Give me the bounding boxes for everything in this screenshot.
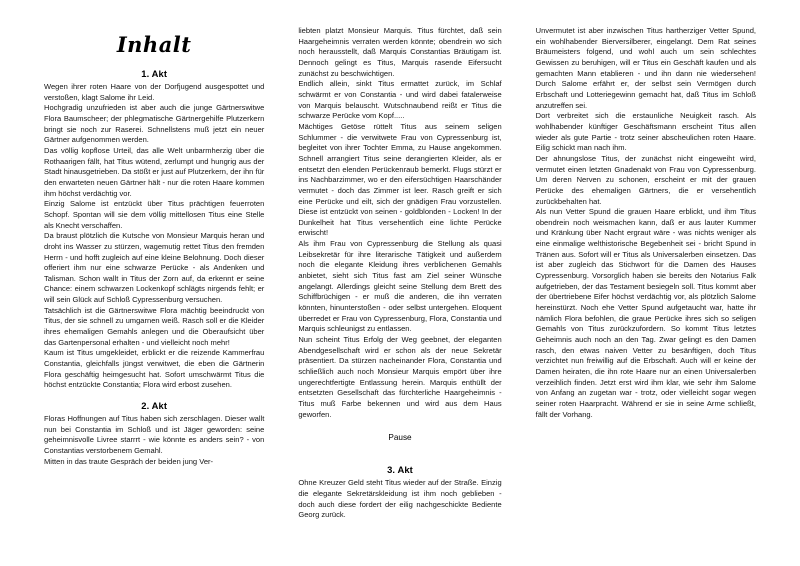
paragraph: Ohne Kreuzer Geld steht Titus wieder auf der Straße. Einzig die elegante Sekretärskleidung ist ihm noch geblieben - doch auch diese fordert der eilig nachgeschickte Bediente Georg zurück.	[298, 478, 502, 520]
paragraph: Endlich allein, sinkt Titus ermattet zurück, im Schlaf schwärmt er von Constantia - und wird dabei fatalerweise von Marquis belauscht. Wutschnaubend reißt er Titus die schwarze Perücke vom Kopf.....	[298, 79, 502, 121]
paragraph: Tatsächlich ist die Gärtnerswitwe Flora mächtig beeindruckt von Titus, der sie schnell zu umgarnen weiß. Rasch soll er die Kleider ihres ehemaligen Gemahls anlegen und die Oberaufsicht über das Gartenpersonal erhalten - und vielleicht noch mehr!	[44, 305, 265, 347]
text-column-2	[281, 26, 518, 552]
paragraph: Das völlig kopflose Urteil, das alle Welt unbarmherzig über die Rothaarigen fällt, hat Titus wütend, zerlumpt und hungrig aus der Stadt hinausgetrieben. Da stößt er just auf Plutzerkern, der ihn für den erwarteten neuen Gärtner hält - nur die roten Haare kommen ihm höchst verdächtig vor.	[44, 145, 265, 198]
paragraph: Mächtiges Getöse rüttelt Titus aus seinem seligen Schlummer - die verwitwete Frau von Cypressenburg ist, begleitet von ihrer Tochter Emma, zu Hause angekommen. Schnell arrangiert Titus seine derangierten Kleider, als er entsetzt den elenden Perückenraub bemerkt. Flugs stürzt er ins Nachbarzimmer, wo er den eifersüchtigen Haarschänder vermutet - doch das Zimmer ist leer. Rasch greift er sich eine Perücke und eilt, sich der gnädigen Frau vorzustellen. Diese ist entzückt von seinen - goldblonden - Locken! In der Dunkelheit hat Titus versehentlich eine lichte Perücke erwischt!	[298, 121, 502, 238]
pause-heading: Pause	[388, 433, 412, 443]
paragraph: Einzig Salome ist entzückt über Titus prächtigen feuerroten Schopf. Spontan will sie dem völlig mittellosen Titus eine Stelle als Knecht verschaffen.	[44, 199, 265, 230]
paragraph: Als ihm Frau von Cypressenburg die Stellung als quasi Leibsekretär für ihre literarische Tätigkeit und außerdem noch die elegante Kleidung ihres verblichenen Gemahls anbietet, sieht sich Titus fast am Ziel seiner Wünsche angelangt. Allerdings gleicht seine Stellung dem Brett des Schiffbrüchigen - er muß die anderen, die ihn verraten könnten, hinunterstoßen - oder selbst untergehen. Eloquent überredet er Frau von Cypressenburg, Flora, Constantia und Marquis schleunigst zu entlassen.	[298, 239, 502, 334]
act-heading-2: 2. Akt	[141, 400, 168, 412]
paragraph: liebten platzt Monsieur Marquis. Titus fürchtet, daß sein Haargeheimnis verraten werden könnte; obendrein wo sich noch herausstellt, daß Marquis Constantias Bräutigam ist. Dennoch gelingt es Titus, Marquis rasende Eifersucht zunächst zu beschwichtigen.	[298, 26, 502, 78]
paragraph: Wegen ihrer roten Haare von der Dorfjugend ausgespottet und verstoßen, klagt Salome ihr Leid.	[44, 82, 265, 102]
paragraph: Kaum ist Titus umgekleidet, erblickt er die reizende Kammerfrau Constantia, gleichfalls jüngst verwitwet, die eben die Gärtnerin Flora geschäftig heimgesucht hat. Sofort umschwärmt Titus die höchst entzückte Constantia; Flora wird erbost zusehen.	[44, 348, 265, 390]
paragraph: Hochgradig unzufrieden ist aber auch die junge Gärtnerswitwe Flora Baumscheer; der phlegmatische Gärtnergehilfe Plutzerkern bringt sie noch zur Raserei. Schnellstens muß jetzt ein neuer Gärtner aufgenommen werden.	[44, 103, 265, 145]
paragraph: Mitten in das traute Gespräch der beiden jung Ver-	[44, 456, 214, 466]
paragraph: Als nun Vetter Spund die grauen Haare erblickt, und ihm Titus obendrein noch weismachen kann, daß er aus lauter Kummer und Kränkung über Nacht ergraut wäre - was nichts weniger als eine einmalige welthistorische Begebenheit sei - bricht Spund in Tränen aus. Sofort will er Titus als Universalerben einsetzen. Das ist aber zugleich das Stichwort für die Damen des Hauses Cypressenburg. Vorsorglich haben sie bereits den Notarius Falk aufgetrieben, der das Testament besiegeln soll. Titus kommt aber der übertriebene Eifer höchst verdächtig vor, als plötzlich Salome hereinstürzt. Noch ehe Vetter Spund aufgetaucht war, hatte ihr nämlich Flora befohlen, die graue Perücke ihres sich so seligen Gemahls von Titus zurückzufordern. So kommt Titus letztes Geheimnis auch noch an den Tag. Zwar gelingt es den Damen rasch, den etwas naiven Vetter zu besänftigen, doch Titus verzichtet nun freiwillig auf die Erbschaft. Auch will er keine der Damen heiraten, die ihn rote Haare nur an einen Universalerben verzeihlich finden. Jetzt erst wird ihm klar, wie sehr ihm Salome von Anfang an zugetan war - trotz, oder vielleicht sogar wegen seiner roten Haarpracht. Während er sie in seine Arme schließt, fällt der Vorhang.	[535, 207, 756, 419]
paragraph: Der ahnungslose Titus, der zunächst nicht eingeweiht wird, vermutet einen letzten Gnadenakt von Frau von Cypressenburg. Um deren Nerven zu schonen, erscheint er mit der grauen Perücke des ehemaligen Gärtners, die er versehentlich zurückbehalten hat.	[535, 153, 756, 206]
paragraph: Dort verbreitet sich die erstaunliche Neuigkeit rasch. Als wohlhabender künftiger Geschäftsmann erscheint Titus allen wieder als gute Partie - trotz seiner abscheulichen roten Haare. Eilig schickt man nach ihm.	[535, 111, 756, 153]
text-column-1	[44, 26, 281, 552]
paragraph: Unvermutet ist aber inzwischen Titus hartherziger Vetter Spund, ein wohlhabender Bierversilberer, eingelangt. Dem Rat seines Bräumeisters folgend, und wohl auch um sein schlechtes Gewissen zu beruhigen, will er Titus ein Geschäft kaufen und als gemachten Mann etablieren - und ihn dann nie wiedersehen! Durch Salome erfährt er, der selbst sein Vermögen durch Erbschaft und Lotteriegewinn gemacht hat, daß Titus im Schloß anzutreffen sei.	[535, 26, 756, 110]
act-heading-3: 3. Akt	[387, 464, 413, 476]
paragraph: Nun scheint Titus Erfolg der Weg geebnet, der eleganten Abendgesellschaft wird er schon als der neue Sekretär präsentiert. Da stürzen nacheinander Flora, Constantia und schließlich auch noch Monsieur Marquis empört über ihre ungerechtfertigte Entlassung herein. Marquis enthüllt der entsetzten Gesellschaft das fürchterliche Haargeheimnis - Titus muß Farbe bekennen und wird aus dem Haus geworfen.	[298, 335, 502, 419]
text-column-3	[519, 26, 756, 552]
act-heading-1: 1. Akt	[141, 68, 168, 79]
page-title: Inhalt	[116, 32, 192, 57]
paragraph: Da braust plötzlich die Kutsche von Monsieur Marquis heran und droht ins Wasser zu stürzen, wagemutig rettet Titus den fremden Herrn - und hofft zugleich auf eine kleine Belohnung. Doch dieser offeriert ihm nur eine schwarze Perücke - als Andenken und Talisman. Schon wallt in Titus der Zorn auf, da erkennt er seine Chance: einem schwarzen Lockenkopf schlägts nirgends fehlt; er will sein Glück auf Schloß Cypressenburg versuchen.	[44, 231, 265, 305]
paragraph: Floras Hoffnungen auf Titus haben sich zerschlagen. Dieser wallt nun bei Constantia im Schloß und ist Jäger geworden: seine geheimnisvolle Livree starrrt - wie könnte es anders sein? - von Constantias verstorbenem Gemahl.	[44, 414, 265, 455]
